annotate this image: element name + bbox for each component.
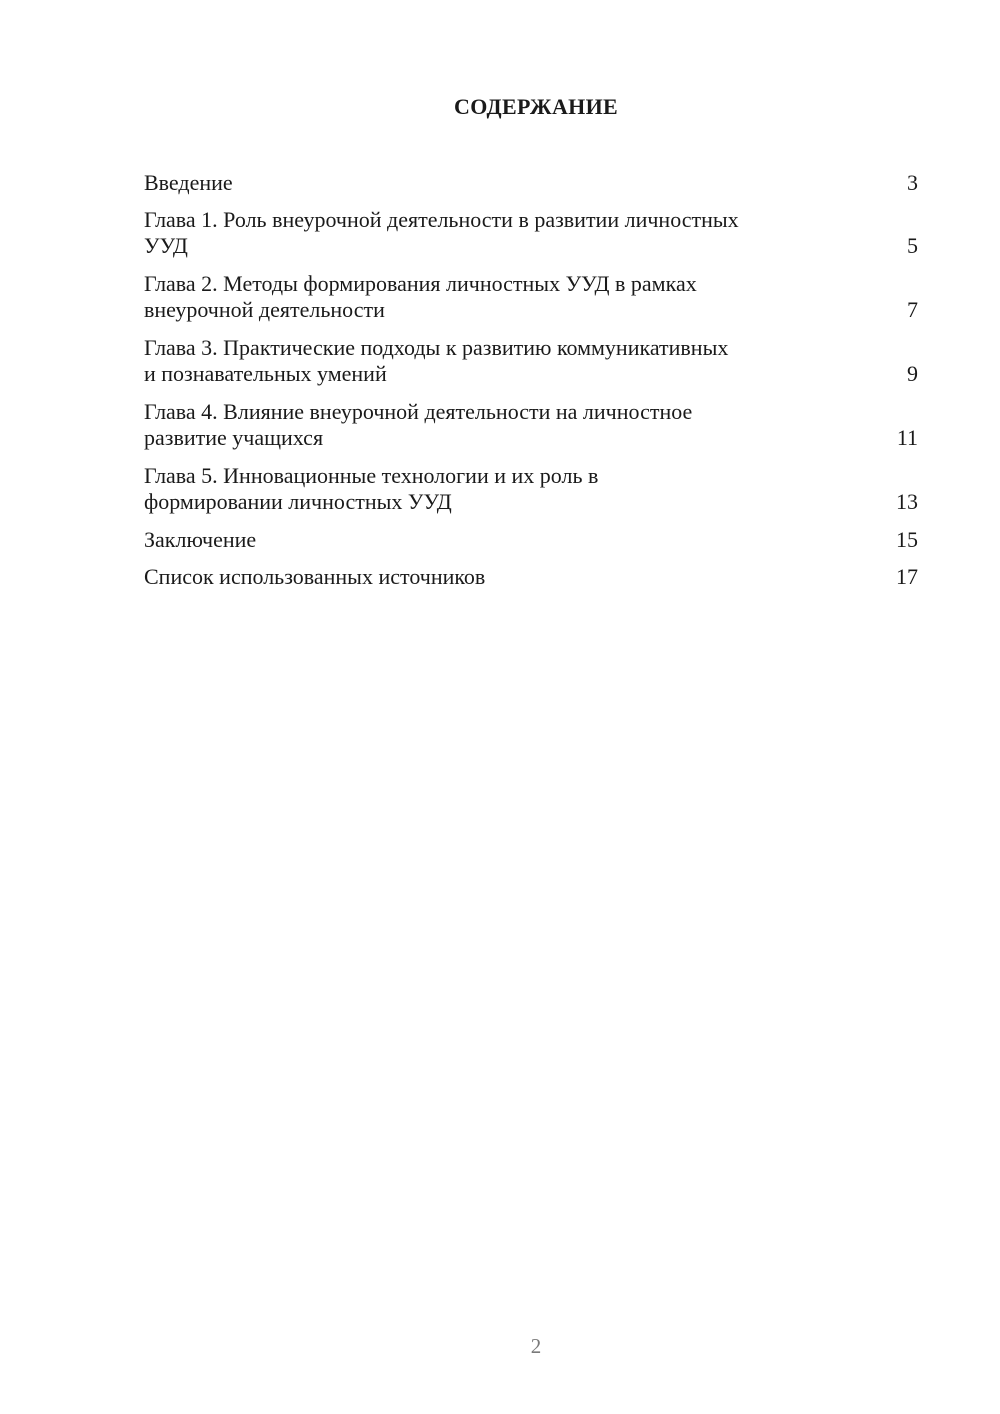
toc-entry bbox=[144, 271, 918, 323]
toc-entry bbox=[144, 564, 918, 590]
toc-entry bbox=[144, 170, 918, 196]
toc-entry bbox=[144, 399, 918, 451]
toc-entry-text: Глава 3. Практические подходы к развитию коммуникативных и познавательных умений bbox=[144, 335, 729, 386]
toc-entry bbox=[144, 335, 918, 387]
toc-entry bbox=[144, 207, 918, 259]
table-of-contents bbox=[144, 170, 918, 601]
toc-entry-text: Список использованных источников bbox=[144, 564, 486, 589]
toc-entry bbox=[144, 527, 918, 553]
toc-entry-page: 11 bbox=[896, 425, 918, 450]
page-number: 2 bbox=[530, 1334, 542, 1358]
toc-entry-page: 9 bbox=[907, 361, 918, 386]
toc-entry-page: 5 bbox=[907, 233, 918, 258]
toc-entry-page: 7 bbox=[907, 297, 918, 322]
toc-entry-page: 3 bbox=[907, 170, 918, 195]
toc-entry-text: Глава 2. Методы формирования личностных УУД в рамках внеурочной деятельности bbox=[144, 271, 697, 322]
toc-entry bbox=[144, 463, 918, 515]
toc-entry-text: Глава 4. Влияние внеурочной деятельности на личностное развитие учащихся bbox=[144, 399, 693, 450]
toc-entry-text: Глава 5. Инновационные технологии и их роль в формировании личностных УУД bbox=[144, 463, 599, 514]
toc-entry-page: 17 bbox=[896, 564, 918, 589]
toc-entry-page: 13 bbox=[896, 489, 918, 514]
toc-entry-text: Заключение bbox=[144, 527, 257, 552]
toc-entry-text: Глава 1. Роль внеурочной деятельности в развитии личностных УУД bbox=[144, 207, 739, 258]
toc-entry-text: Введение bbox=[144, 170, 233, 195]
toc-entry-page: 15 bbox=[896, 527, 918, 552]
page-title: СОДЕРЖАНИЕ bbox=[454, 94, 618, 119]
